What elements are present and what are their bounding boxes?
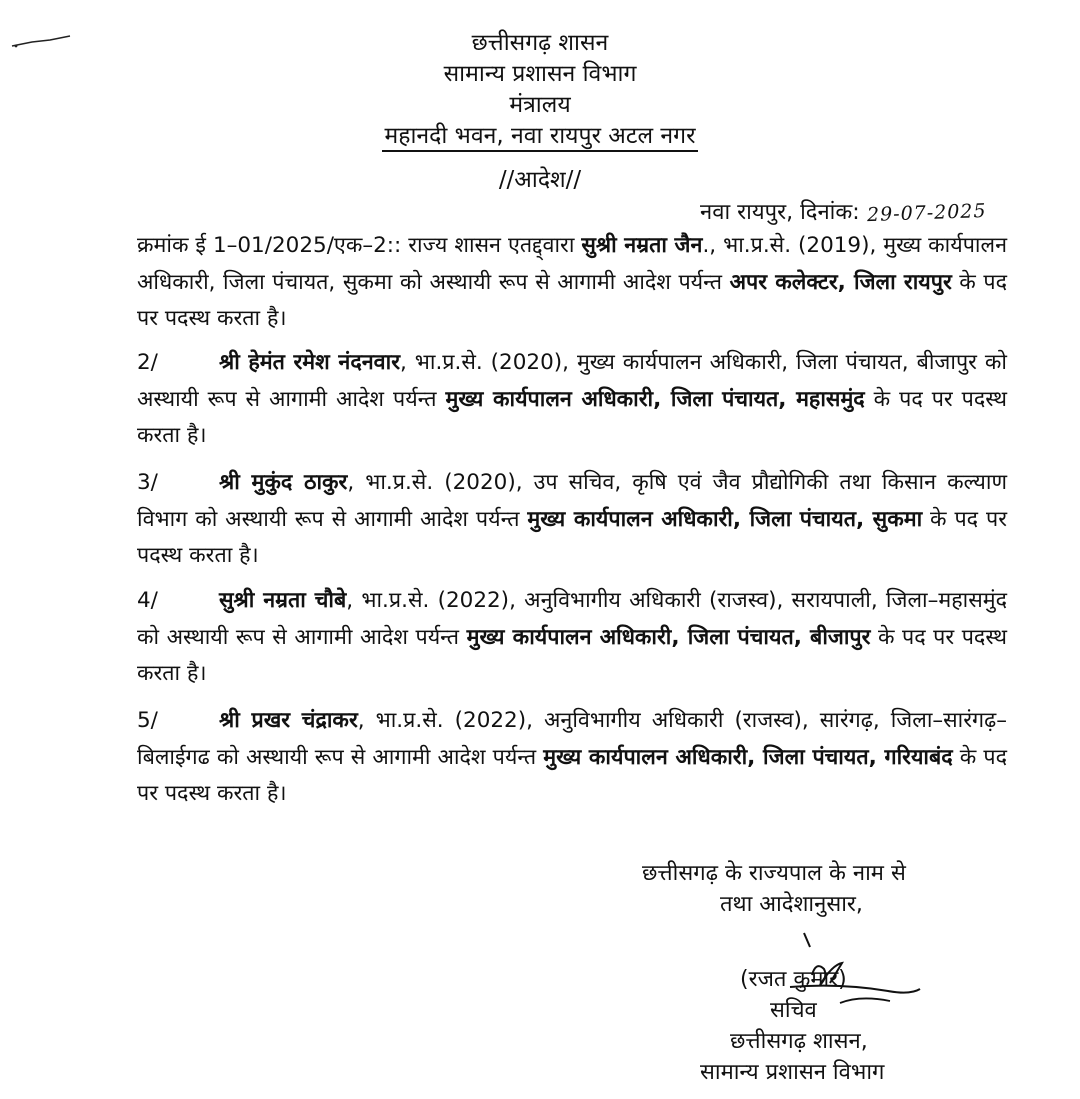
signature-block xyxy=(560,858,1040,1088)
order-title: //आदेश// xyxy=(498,167,582,193)
bold-text: श्री प्रखर चंद्राकर xyxy=(219,708,358,733)
paragraph-number: 3/ xyxy=(137,470,158,495)
paragraph-number: 2/ xyxy=(137,350,158,375)
bold-text: सुश्री नम्रता चौबे xyxy=(219,588,347,613)
paragraph-text: , भा.प्र.से. (2020), मुख्य कार्यपालन अधिकारी, जिला पंचायत, बीजापुर को अस्थायी रूप से आगामी आदेश पर्यन्त xyxy=(137,350,1007,412)
bold-text: अपर कलेक्टर, जिला रायपुर xyxy=(729,269,952,295)
signatory-designation: सचिव xyxy=(770,998,817,1023)
signatory-dept-2: सामान्य प्रशासन विभाग xyxy=(700,1060,885,1085)
bold-text: मुख्य कार्यपालन अधिकारी, जिला पंचायत, बीजापुर xyxy=(466,624,871,650)
bold-text: मुख्य कार्यपालन अधिकारी, जिला पंचायत, महासमुंद xyxy=(445,386,865,412)
order-paragraph-5 xyxy=(137,703,1007,813)
paragraph-text: , भा.प्र.से. (2020), उप सचिव, कृषि एवं जैव प्रौद्योगिकी तथा किसान कल्याण विभाग को अस्थायी रूप से आगामी आदेश पर्यन्त xyxy=(137,470,1007,532)
bold-text: सुश्री नम्रता जैन xyxy=(581,233,703,258)
paragraph-text: के पद पर पदस्थ करता है। xyxy=(137,506,1007,568)
paragraph-number: 4/ xyxy=(137,588,158,613)
paragraph-text: , भा.प्र.से. (2022), अनुविभागीय अधिकारी (राजस्व), सारंगढ़, जिला–सारंगढ़–बिलाईगढ को अस्थायी रूप से आगामी आदेश पर्यन्त xyxy=(137,708,1007,770)
by-order: तथा आदेशानुसार, xyxy=(720,892,863,917)
header-address: महानदी भवन, नवा रायपुर अटल नगर xyxy=(382,122,697,152)
bold-text: श्री मुकुंद ठाकुर xyxy=(219,470,348,495)
paragraph-number: 5/ xyxy=(137,708,158,733)
header-department: सामान्य प्रशासन विभाग xyxy=(443,61,637,87)
order-paragraph-1 xyxy=(137,228,1007,338)
governor-authority: छत्तीसगढ़ के राज्यपाल के नाम से xyxy=(642,861,906,886)
header-government: छत्तीसगढ़ शासन xyxy=(471,30,609,56)
order-paragraph-3 xyxy=(137,465,1007,575)
paragraph-text: ., भा.प्र.से. (2019), मुख्य कार्यपालन अधिकारी, जिला पंचायत, सुकमा को अस्थायी रूप से आगामी आदेश पर्यन्त xyxy=(137,233,1008,295)
bold-text: मुख्य कार्यपालन अधिकारी, जिला पंचायत, सुकमा xyxy=(527,506,923,532)
dateline xyxy=(700,196,986,226)
paragraph-text: के पद पर पदस्थ करता है। xyxy=(137,624,1007,686)
paragraph-text: के पद पर पदस्थ करता है। xyxy=(137,744,1008,806)
bold-text: मुख्य कार्यपालन अधिकारी, जिला पंचायत, गरियाबंद xyxy=(543,744,953,770)
date-label: नवा रायपुर, दिनांक: xyxy=(700,200,860,225)
paragraph-text: के पद पर पदस्थ करता है। xyxy=(137,386,1007,448)
order-paragraph-4 xyxy=(137,583,1007,693)
bold-text: श्री हेमंत रमेश नंदनवार xyxy=(219,350,400,375)
paragraph-text: के पद पर पदस्थ करता है। xyxy=(137,269,1007,331)
handwritten-date: 29-07-2025 xyxy=(866,199,987,227)
paragraph-text: , भा.प्र.से. (2022), अनुविभागीय अधिकारी (राजस्व), सरायपाली, जिला–महासमुंद को अस्थायी रूप से आगामी आदेश पर्यन्त xyxy=(137,588,1008,650)
letterhead xyxy=(0,28,1080,152)
order-paragraph-2 xyxy=(137,345,1007,455)
signatory-name: (रजत कुमार) xyxy=(740,967,847,992)
paragraph-text: क्रमांक ई 1–01/2025/एक–2:: राज्य शासन एतद्द्वारा xyxy=(137,233,582,258)
header-ministry: मंत्रालय xyxy=(509,92,571,118)
signatory-dept-1: छत्तीसगढ़ शासन, xyxy=(730,1029,868,1054)
